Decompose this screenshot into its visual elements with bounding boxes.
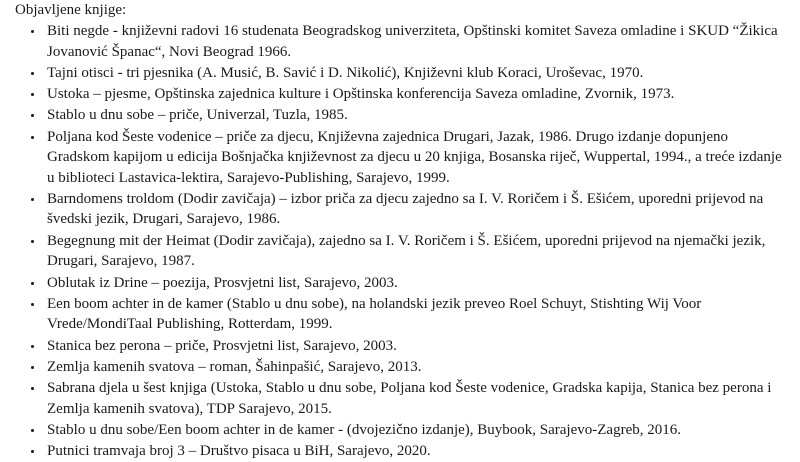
book-item: Barndomens troldom (Dodir zavičaja) – izbor priča za djecu zajedno sa I. V. Roričem i Š. Ešićem, uporedni prijevod na švedski jezik, Drugari, Sarajevo, 1986. — [47, 189, 782, 230]
book-item: Stanica bez perona – priče, Prosvjetni list, Sarajevo, 2003. — [47, 336, 782, 357]
section-heading: Objavljene knjige: — [15, 2, 127, 18]
book-item: Oblutak iz Drine – poezija, Prosvjetni list, Sarajevo, 2003. — [47, 273, 782, 294]
book-item: Poljana kod Šeste vodenice – priče za djecu, Književna zajednica Drugari, Jazak, 1986. Drugo izdanje dopunjeno Gradskom kapijom u edicija Bošnjačka književnost za djecu u 20 knjiga, Bosanska riječ, Wuppertal, 1994., a treće izdanje u biblioteci Lastavica-lektira, Sarajevo-Publishing, Sarajevo, 1999. — [47, 127, 782, 189]
book-item: Stablo u dnu sobe/Een boom achter in de kamer - (dvojezično izdanje), Buybook, Sarajevo-Zagreb, 2016. — [47, 420, 782, 441]
book-item: Putnici tramvaja broj 3 – Društvo pisaca u BiH, Sarajevo, 2020. — [47, 441, 782, 462]
book-item: Tajni otisci - tri pjesnika (A. Musić, B. Savić i D. Nikolić), Književni klub Koraci, Uroševac, 1970. — [47, 63, 782, 84]
book-item: Een boom achter in de kamer (Stablo u dnu sobe), na holandski jezik preveo Roel Schuyt, Stishting Wij Voor Vrede/MondiTaal Publishing, Rotterdam, 1999. — [47, 294, 782, 335]
book-item: Biti negde - književni radovi 16 studenata Beogradskog univerziteta, Opštinski komitet Saveza omladine i SKUD “Žikica Jovanović Španac“, Novi Beograd 1966. — [47, 21, 782, 62]
book-item: Ustoka – pjesme, Opštinska zajednica kulture i Opštinska konferencija Saveza omladine, Zvornik, 1973. — [47, 84, 782, 105]
book-item: Sabrana djela u šest knjiga (Ustoka, Stablo u dnu sobe, Poljana kod Šeste vodenice, Gradska kapija, Stanica bez perona i Zemlja kamenih svatova), TDP Sarajevo, 2015. — [47, 378, 782, 419]
book-item: Begegnung mit der Heimat (Dodir zavičaja), zajedno sa I. V. Roričem i Š. Ešićem, uporedni prijevod na njemački jezik, Drugari, Sarajevo, 1987. — [47, 231, 782, 272]
book-list — [22, 21, 782, 462]
book-item: Zemlja kamenih svatova – roman, Šahinpašić, Sarajevo, 2013. — [47, 357, 782, 378]
book-item: Stablo u dnu sobe – priče, Univerzal, Tuzla, 1985. — [47, 105, 782, 126]
